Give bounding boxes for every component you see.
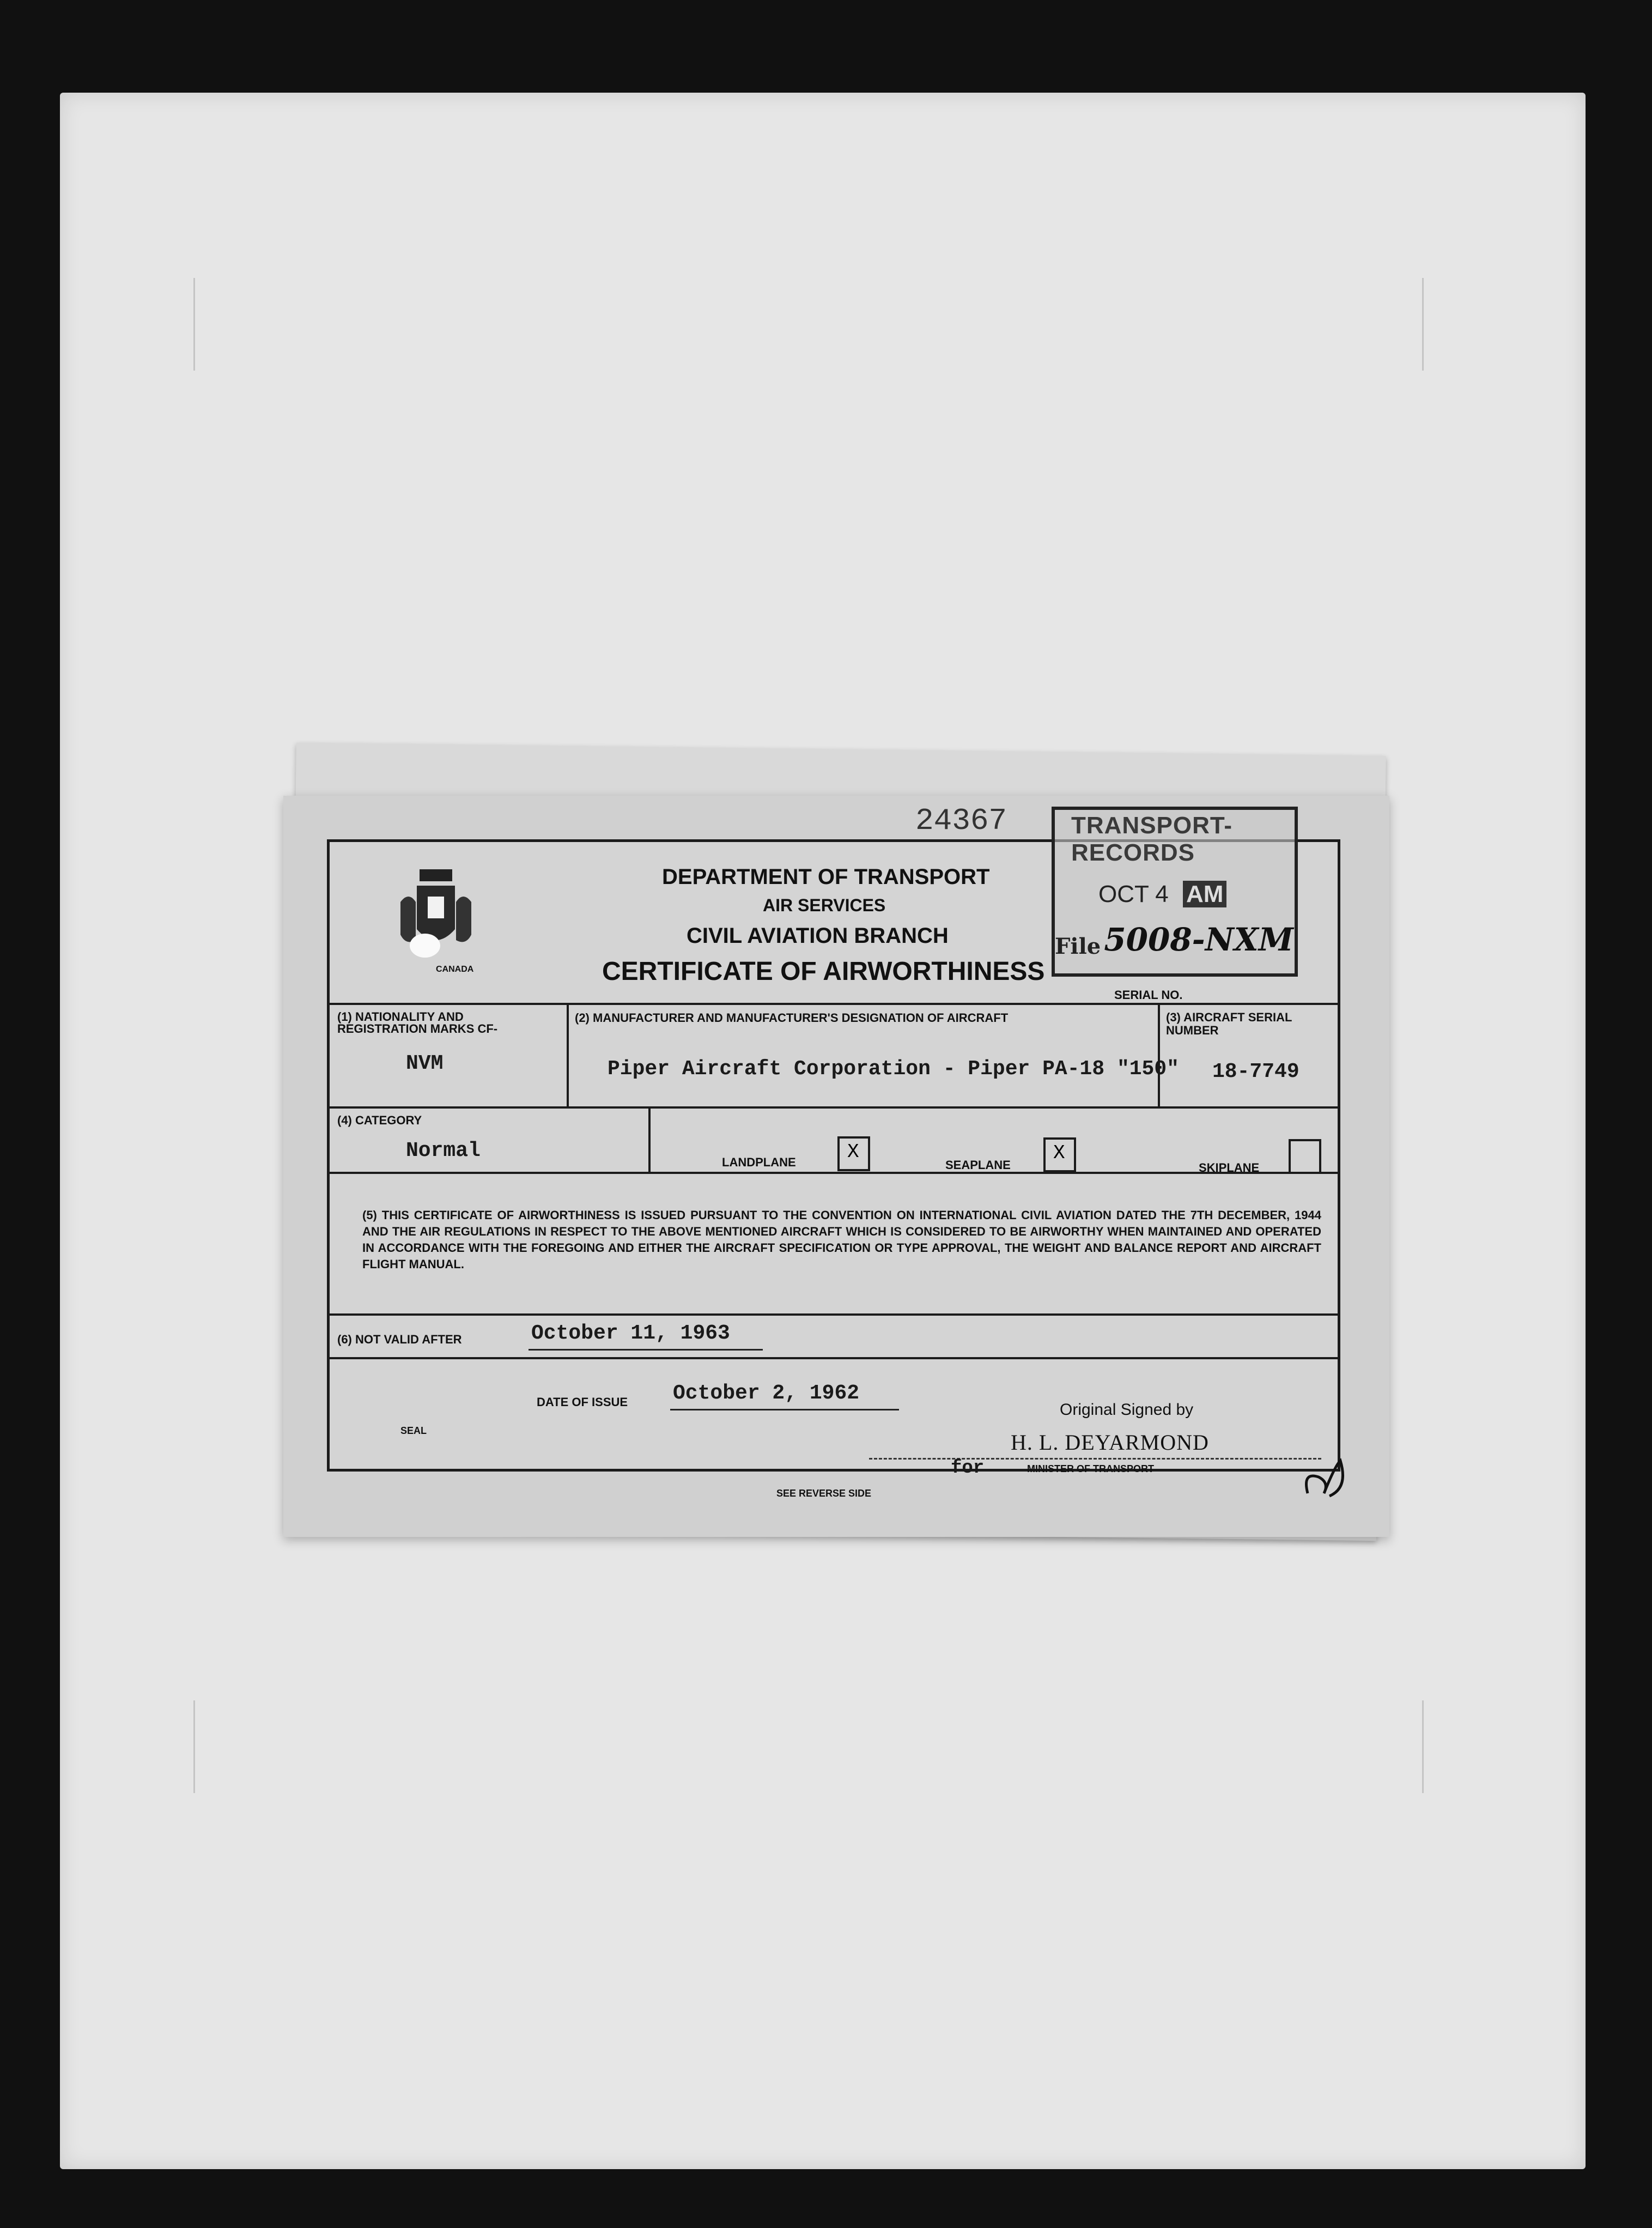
row-divider — [330, 1357, 1338, 1359]
original-signed-label: Original Signed by — [1060, 1401, 1194, 1419]
divider — [567, 1003, 569, 1106]
stamp-title: TRANSPORT-RECORDS — [1071, 812, 1232, 866]
header-department: DEPARTMENT OF TRANSPORT — [662, 865, 990, 889]
for-label: for — [951, 1458, 985, 1479]
row-divider — [330, 1106, 1338, 1109]
serial-no-label: SERIAL NO. — [1114, 988, 1183, 1002]
date-of-issue-underline — [670, 1409, 899, 1410]
top-number: 24367 — [915, 803, 1007, 838]
see-reverse-note: SEE REVERSE SIDE — [776, 1488, 872, 1499]
landplane-checkbox: X — [837, 1136, 870, 1171]
seal-label: SEAL — [400, 1425, 427, 1436]
date-of-issue-label: DATE OF ISSUE — [537, 1395, 628, 1409]
divider — [648, 1106, 651, 1172]
skiplane-label: SKIPLANE — [1199, 1161, 1260, 1174]
transport-records-stamp — [1052, 807, 1298, 977]
signer-name: H. L. DEYARMOND — [1011, 1430, 1209, 1455]
certificate-statement: (5) THIS CERTIFICATE OF AIRWORTHINESS IS ISSUED PURSUANT TO THE CONVENTION ON INTERNATIONAL CIVIL AVIATION DATED THE 7TH DECEMBER, 1944 AND THE AIR REGULATIONS IN RESPECT TO THE ABOVE MENTIONED AIRCRAFT WHICH IS CONSIDERED TO BE AIRWORTHY WHEN MAINTAINED AND OPERATED IN ACCORDANCE WITH THE FOREGOING AND EITHER THE AIRCRAFT SPECIFICATION OR TYPE APPROVAL, THE WEIGHT AND BALANCE REPORT AND AIRCRAFT FLIGHT MANUAL. — [362, 1208, 1321, 1271]
registration-label: (1) NATIONALITY AND REGISTRATION MARKS CF- — [337, 1010, 498, 1036]
skiplane-checkbox — [1289, 1139, 1321, 1174]
header-service: AIR SERVICES — [763, 895, 886, 915]
category-value: Normal — [406, 1139, 481, 1163]
crop-mark-top-left — [193, 278, 217, 371]
page-title: CERTIFICATE OF AIRWORTHINESS — [602, 957, 1045, 986]
canada-crest-icon — [395, 864, 477, 973]
certificate-card — [283, 796, 1389, 1537]
row-divider — [330, 1172, 1338, 1174]
not-valid-label: (6) NOT VALID AFTER — [337, 1333, 462, 1346]
landplane-label: LANDPLANE — [722, 1155, 796, 1169]
initials-mark-icon — [1297, 1450, 1351, 1504]
divider — [1158, 1003, 1160, 1106]
manufacturer-value: Piper Aircraft Corporation - Piper PA-18 "150" — [608, 1057, 1179, 1081]
crop-mark-bottom-right — [1400, 1700, 1424, 1793]
seaplane-checkbox: X — [1043, 1137, 1076, 1172]
seaplane-label: SEAPLANE — [945, 1158, 1011, 1172]
header-divider — [330, 1003, 1338, 1005]
not-valid-underline — [529, 1349, 763, 1351]
aircraft-serial-label: (3) AIRCRAFT SERIAL NUMBER — [1166, 1010, 1292, 1037]
stamp-date: OCT 4 AM — [1098, 881, 1226, 908]
crop-mark-top-right — [1400, 278, 1424, 371]
date-of-issue-value: October 2, 1962 — [673, 1382, 860, 1405]
stamp-file: File 5008-NXM — [1055, 921, 1293, 959]
not-valid-value: October 11, 1963 — [531, 1322, 730, 1345]
manufacturer-label: (2) MANUFACTURER AND MANUFACTURER'S DESIGNATION OF AIRCRAFT — [575, 1011, 1009, 1025]
signature-line — [869, 1458, 1321, 1460]
registration-value: NVM — [406, 1052, 444, 1075]
minister-label: MINISTER OF TRANSPORT — [1027, 1463, 1154, 1474]
crest-caption: CANADA — [436, 965, 474, 974]
category-label: (4) CATEGORY — [337, 1113, 422, 1127]
aircraft-serial-value: 18-7749 — [1212, 1060, 1299, 1083]
crop-mark-bottom-left — [193, 1700, 217, 1793]
row-divider — [330, 1313, 1338, 1316]
header-branch: CIVIL AVIATION BRANCH — [687, 924, 949, 948]
